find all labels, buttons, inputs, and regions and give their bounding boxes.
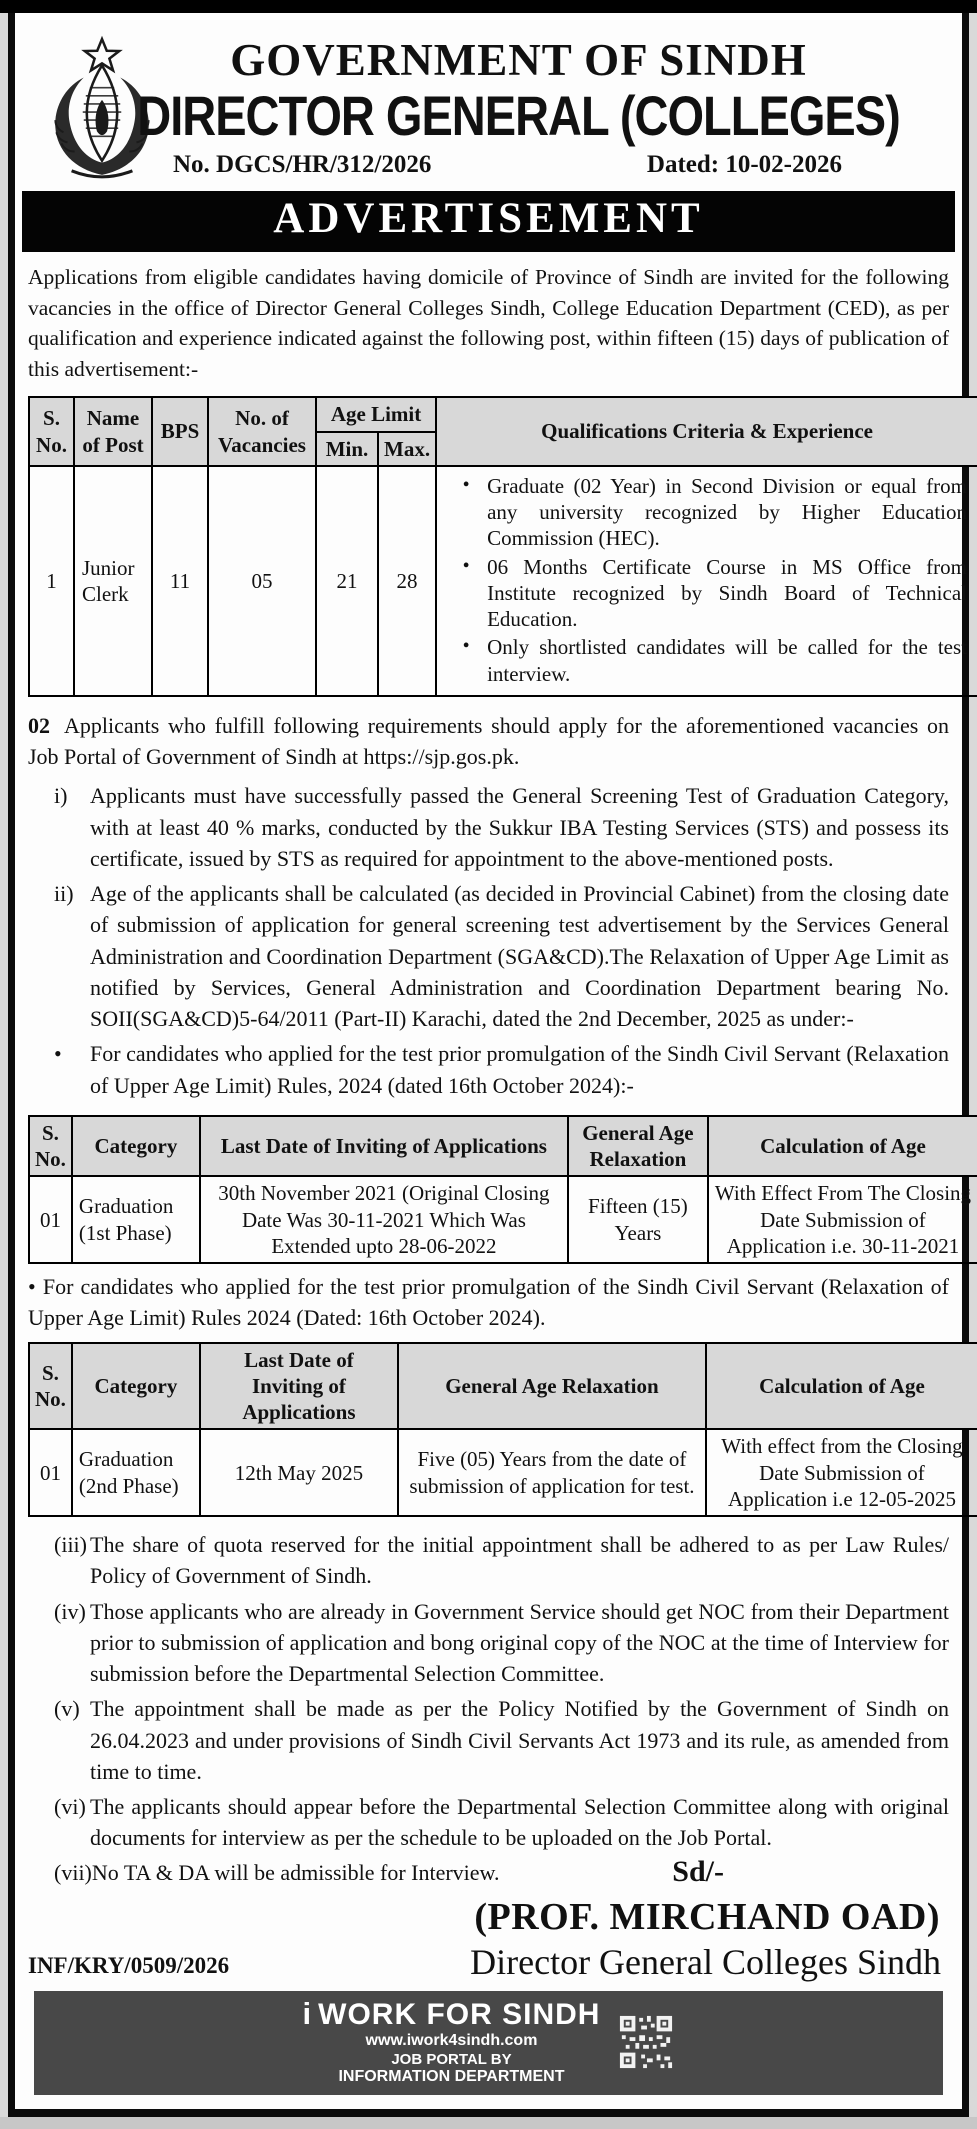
clause-iii: (iii) The share of quota reserved for the initial appointment shall be adhered to as per Law Rules/ Policy of Government of Sindh.: [54, 1532, 949, 1589]
col-header-calculation: Calculation of Age: [706, 1343, 977, 1430]
cell-last-date: 30th November 2021 (Original Closing Date Was 30-11-2021 Which Was Extended upto 28-06-2022: [200, 1176, 568, 1263]
col-header-sno: S. No.: [29, 1343, 72, 1430]
date-label: Dated: 10-02-2026: [646, 151, 842, 179]
vacancy-table: [28, 396, 977, 697]
clause-02: 02 Applicants who fulfill following requirements should apply for the aforementioned vacancies on Job Portal of Government of Sindh at https://sjp.gos.pk.: [28, 712, 949, 769]
col-header-sno: S. No.: [29, 1116, 72, 1177]
inf-reference-code: INF/KRY/0509/2026: [28, 1952, 230, 1978]
footer-brand: i WORK FOR SINDH: [302, 1995, 601, 2031]
bullet-icon: •: [462, 635, 470, 658]
signatory-designation: Director General Colleges Sindh: [470, 1941, 941, 1982]
col-header-age-limit: Age Limit: [316, 397, 436, 431]
col-header-relaxation: General Age Relaxation: [568, 1116, 708, 1177]
page-bottom-strip: [0, 2117, 977, 2129]
clause-ii: ii) Age of the applicants shall be calculated (as decided in Provincial Cabinet) from the closing date of submission of application for general screening test advertisement by the Services General Administration and Coordination Department (SGA&CD).The Relaxation of Upper Age Limit as notified by Services, General Administration and Coordination Department bearing No. SOII(SGA&CD)5-64/2011 (Part-II) Karachi, dated the 2nd December, 2025 as under:-: [54, 881, 949, 1032]
cell-calculation: With effect from the Closing Date Submission of Application i.e 12-05-2025: [706, 1429, 977, 1516]
footer-line2: INFORMATION DEPARTMENT: [338, 2068, 565, 2086]
iworkforsindh-footer: [34, 1991, 943, 2096]
signatory-name: (PROF. MIRCHAND OAD): [474, 1895, 940, 1938]
intro-paragraph: Applications from eligible candidates having domicile of Province of Sindh are invited for the following vacancies in the office of Director General Colleges Sindh, College Education Department (CED), as per qualification and experience indicated against the following post, within fifteen (15) days of publication of this advertisement:-: [28, 265, 949, 381]
phase1-table: [28, 1115, 977, 1264]
clause-iv: (iv) Those applicants who are already in Government Service should get NOC from their Department prior to submission of application and bong original copy of the NOC at the time of Interview for submission before the Departmental Selection Committee.: [54, 1598, 949, 1687]
reference-number: No. DGCS/HR/312/2026: [173, 151, 432, 179]
i-logo-icon: i: [302, 1995, 313, 2031]
cell-age-min: 21: [316, 466, 378, 696]
footer-line1: JOB PORTAL BY: [391, 2051, 512, 2069]
cell-last-date: 12th May 2025: [200, 1429, 398, 1516]
header: [15, 13, 962, 189]
clause-number: 02: [28, 712, 50, 738]
table-row: [29, 466, 977, 696]
col-header-vacancies: No. of Vacancies: [208, 397, 316, 466]
col-header-category: Category: [72, 1116, 200, 1177]
col-header-bps: BPS: [152, 397, 208, 466]
signed-label: Sd/-: [672, 1854, 724, 1888]
cell-post: Junior Clerk: [74, 466, 152, 696]
cell-age-max: 28: [378, 466, 436, 696]
footer-url: www.iwork4sindh.com: [365, 2032, 538, 2050]
clause-vii: (vii) No TA & DA will be admissible for Interview.: [54, 1860, 500, 1886]
cell-category: Graduation (1st Phase): [72, 1176, 200, 1263]
col-header-post: Name of Post: [74, 397, 152, 466]
clause-i: i) Applicants must have successfully passed the General Screening Test of Graduation Category, with at least 40 % marks, conducted by the Sukkur IBA Testing Services (STS) and possess its certificate, issued by STS as required for appointment to the above-mentioned posts.: [54, 783, 949, 871]
advertisement-frame: [8, 13, 972, 2117]
cell-relaxation: Fifteen (15) Years: [568, 1176, 708, 1263]
bullet-icon: •: [54, 1041, 62, 1067]
qualification-item: • Only shortlisted candidates will be called for the test interview.: [445, 634, 967, 687]
signature-block: [15, 1855, 962, 1983]
qualification-item: • 06 Months Certificate Course in MS Office from Institute recognized by Sindh Board of Technical Education.: [445, 554, 967, 633]
cell-calculation: With Effect From The Closing Date Submission of Application i.e. 30-11-2021: [708, 1176, 977, 1263]
advertisement-banner: ADVERTISEMENT: [22, 191, 955, 252]
cell-relaxation: Five (05) Years from the date of submission of application for test.: [398, 1429, 706, 1516]
cell-sno: 1: [29, 466, 74, 696]
bullet-icon: •: [462, 473, 470, 496]
bullet-icon: •: [28, 1274, 36, 1299]
col-header-calculation: Calculation of Age: [708, 1116, 977, 1177]
top-border-bar: [0, 0, 977, 13]
cell-qualifications: [436, 466, 977, 696]
qualification-item: • Graduate (02 Year) in Second Division or equal from any university recognized by Higher Education Commission (HEC).: [445, 473, 967, 552]
cell-sno: 01: [29, 1176, 72, 1263]
table-row: [29, 1176, 977, 1263]
col-header-relaxation: General Age Relaxation: [398, 1343, 706, 1430]
bullet-note-2: • For candidates who applied for the test prior promulgation of the Sindh Civil Servant (Relaxation of Upper Age Limit) Rules 2024 (Dated: 16th October 2024).: [28, 1274, 950, 1330]
bullet-note-1: • For candidates who applied for the test prior promulgation of the Sindh Civil Servant (Relaxation of Upper Age Limit) Rules, 2024 (dated 16th October 2024):-: [28, 1038, 949, 1100]
col-header-category: Category: [72, 1343, 200, 1430]
cell-category: Graduation (2nd Phase): [72, 1429, 200, 1516]
department-title: DIRECTOR GENERAL (COLLEGES): [137, 84, 900, 148]
cell-vacancies: 05: [208, 466, 316, 696]
qr-code-icon: [618, 2014, 674, 2070]
table-row: [29, 1429, 977, 1516]
col-header-last-date: Last Date of Inviting of Applications: [200, 1116, 568, 1177]
clause-vi: (vi) The applicants should appear before the Departmental Selection Committee along with original documents for interview as per the schedule to be uploaded on the Job Portal.: [54, 1793, 949, 1851]
clause-v: (v) The appointment shall be made as per the Policy Notified by the Government of Sindh on 26.04.2023 and under provisions of Sindh Civil Servants Act 1973 and its rule, as amended from time to time.: [54, 1696, 949, 1784]
page-title: GOVERNMENT OF SINDH: [230, 35, 807, 85]
col-header-max: Max.: [378, 432, 436, 466]
cell-bps: 11: [152, 466, 208, 696]
bullet-icon: •: [462, 554, 470, 577]
col-header-min: Min.: [316, 432, 378, 466]
col-header-last-date: Last Date of Inviting of Applications: [200, 1343, 398, 1430]
col-header-sno: S. No.: [29, 397, 74, 466]
col-header-qualifications: Qualifications Criteria & Experience: [436, 397, 977, 466]
phase2-table: [28, 1342, 977, 1518]
cell-sno: 01: [29, 1429, 72, 1516]
